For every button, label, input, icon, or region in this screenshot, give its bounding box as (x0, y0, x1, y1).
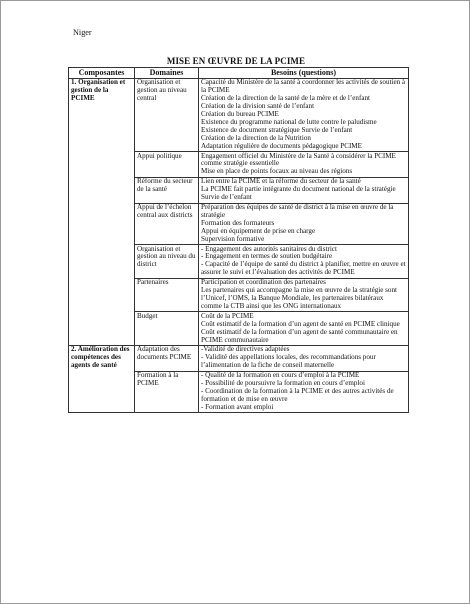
need-item: - Qualité de la formation en cours d’emploi à la PCIME (201, 371, 360, 380)
domain-cell (135, 371, 199, 413)
domain-label: Partenaires (137, 278, 169, 287)
need-item: - Coordination de la formation à la PCIME et des autres activités de formation et de mise en œuvre (201, 386, 394, 403)
domain-cell (135, 177, 199, 203)
header-domains: Domaines (135, 68, 199, 79)
domain-label: Appui politique (137, 151, 182, 160)
need-item: Engagement officiel du Ministère de la Santé à considérer la PCIME comme stratégie essentielle (201, 151, 396, 168)
needs-cell (199, 245, 409, 279)
domain-cell (135, 78, 199, 151)
need-item: Les partenaires qui accompagne la mise en œuvre de la stratégie sont l’Unicef, l’OMS, la Banque Mondiale, les partenaires bilatéraux comme la CTB ainsi que les ONG internationaux (201, 286, 397, 310)
need-item: Création de la direction de la santé de la mère et de l’enfant (201, 94, 370, 103)
document-title: MISE EN ŒUVRE DE LA PCIME (166, 56, 306, 66)
need-item: Création de la division santé de l’enfant (201, 102, 315, 111)
domain-cell (135, 312, 199, 346)
domain-label: Appui de l’échelon central aux districts (137, 203, 193, 219)
component-cell-organisation: 1. Organisation et gestion de la PCIME (69, 78, 135, 345)
domain-label: Réforme du secteur de la santé (137, 177, 193, 194)
need-item: - Capacité de l’équipe de santé du district à planifier, mettre en œuvre et assurer le suivi et l’évaluation des activités de PCIME (201, 260, 406, 277)
domain-label: Budget (137, 311, 158, 320)
table-header-row (69, 68, 409, 79)
need-item: - Engagement des autorités sanitaires du district (201, 244, 337, 253)
need-item: - Possibilité de poursuivre la formation en cours d’emploi (201, 379, 365, 388)
need-item: Supervision formative (201, 234, 265, 243)
table-row (69, 78, 409, 151)
domain-label: Formation à la PCIME (137, 371, 179, 388)
needs-cell (199, 152, 409, 178)
need-item: Coût estimatif de la formation d’un agent de santé communautaire en PCIME communautaire (201, 327, 398, 344)
need-item: Appui en équipement de prise en charge (201, 226, 316, 235)
needs-cell (199, 371, 409, 413)
needs-cell (199, 203, 409, 245)
domain-cell (135, 152, 199, 178)
need-item: Préparation des équipes de santé de district à la mise en œuvre de la stratégie (201, 203, 394, 219)
need-item: - Engagement en termes de soutien budgétaire (201, 252, 333, 261)
needs-cell (199, 345, 409, 371)
domain-label: Organisation et gestion au niveau central (137, 78, 187, 103)
header-components: Composantes (69, 68, 135, 79)
need-item: Lien entre la PCIME et la réforme du secteur de la santé (201, 177, 361, 186)
header-needs: Besoins (questions) (199, 68, 409, 79)
need-item: -Validité de directives adaptées (201, 345, 290, 354)
need-item: Formation des formateurs (201, 218, 275, 227)
needs-cell (199, 278, 409, 312)
need-item: Coût de la PCIME (201, 311, 254, 320)
need-item: Coût estimatif de la formation d’un agent de santé en PCIME clinique (201, 319, 400, 328)
need-item: Création de la direction de la Nutrition (201, 133, 311, 142)
needs-cell (199, 312, 409, 346)
needs-cell (199, 177, 409, 203)
need-item: - Validité des appellations locales, des recommandations pour l’alimentation de la fiche de conseil maternelle (201, 353, 376, 370)
needs-cell (199, 78, 409, 151)
domain-cell (135, 278, 199, 312)
need-item: Adaptation régulière de documents pédagogique PCIME (201, 141, 362, 150)
component-cell-skills: 2. Amélioration des compétences des agents de santé (69, 345, 135, 412)
need-item: Mise en place de points focaux au niveau des régions (201, 167, 353, 176)
domain-cell (135, 245, 199, 279)
domain-cell (135, 345, 199, 371)
domain-label: Organisation et gestion au niveau du district (137, 244, 196, 269)
need-item: Capacité du Ministère de la santé à coordonner les activités de soutien à la PCIME (201, 78, 406, 95)
domain-cell (135, 203, 199, 245)
need-item: Participation et coordination des partenaires (201, 278, 326, 287)
country-label: Niger (73, 28, 92, 37)
need-item: Existence du programme national de lutte contre le paludisme (201, 117, 377, 126)
need-item: Création du bureau PCIME (201, 110, 279, 119)
domain-label: Adaptation des documents PCIME (137, 345, 192, 362)
need-item: Existence de document stratégique Survie de l’enfant (201, 125, 353, 134)
need-item: - Formation avant emploi (201, 402, 274, 411)
table-row (69, 345, 409, 371)
implementation-table (68, 67, 409, 413)
need-item: La PCIME fait partie intégrante du document national de la stratégie Survie de l’enfant (201, 185, 396, 202)
